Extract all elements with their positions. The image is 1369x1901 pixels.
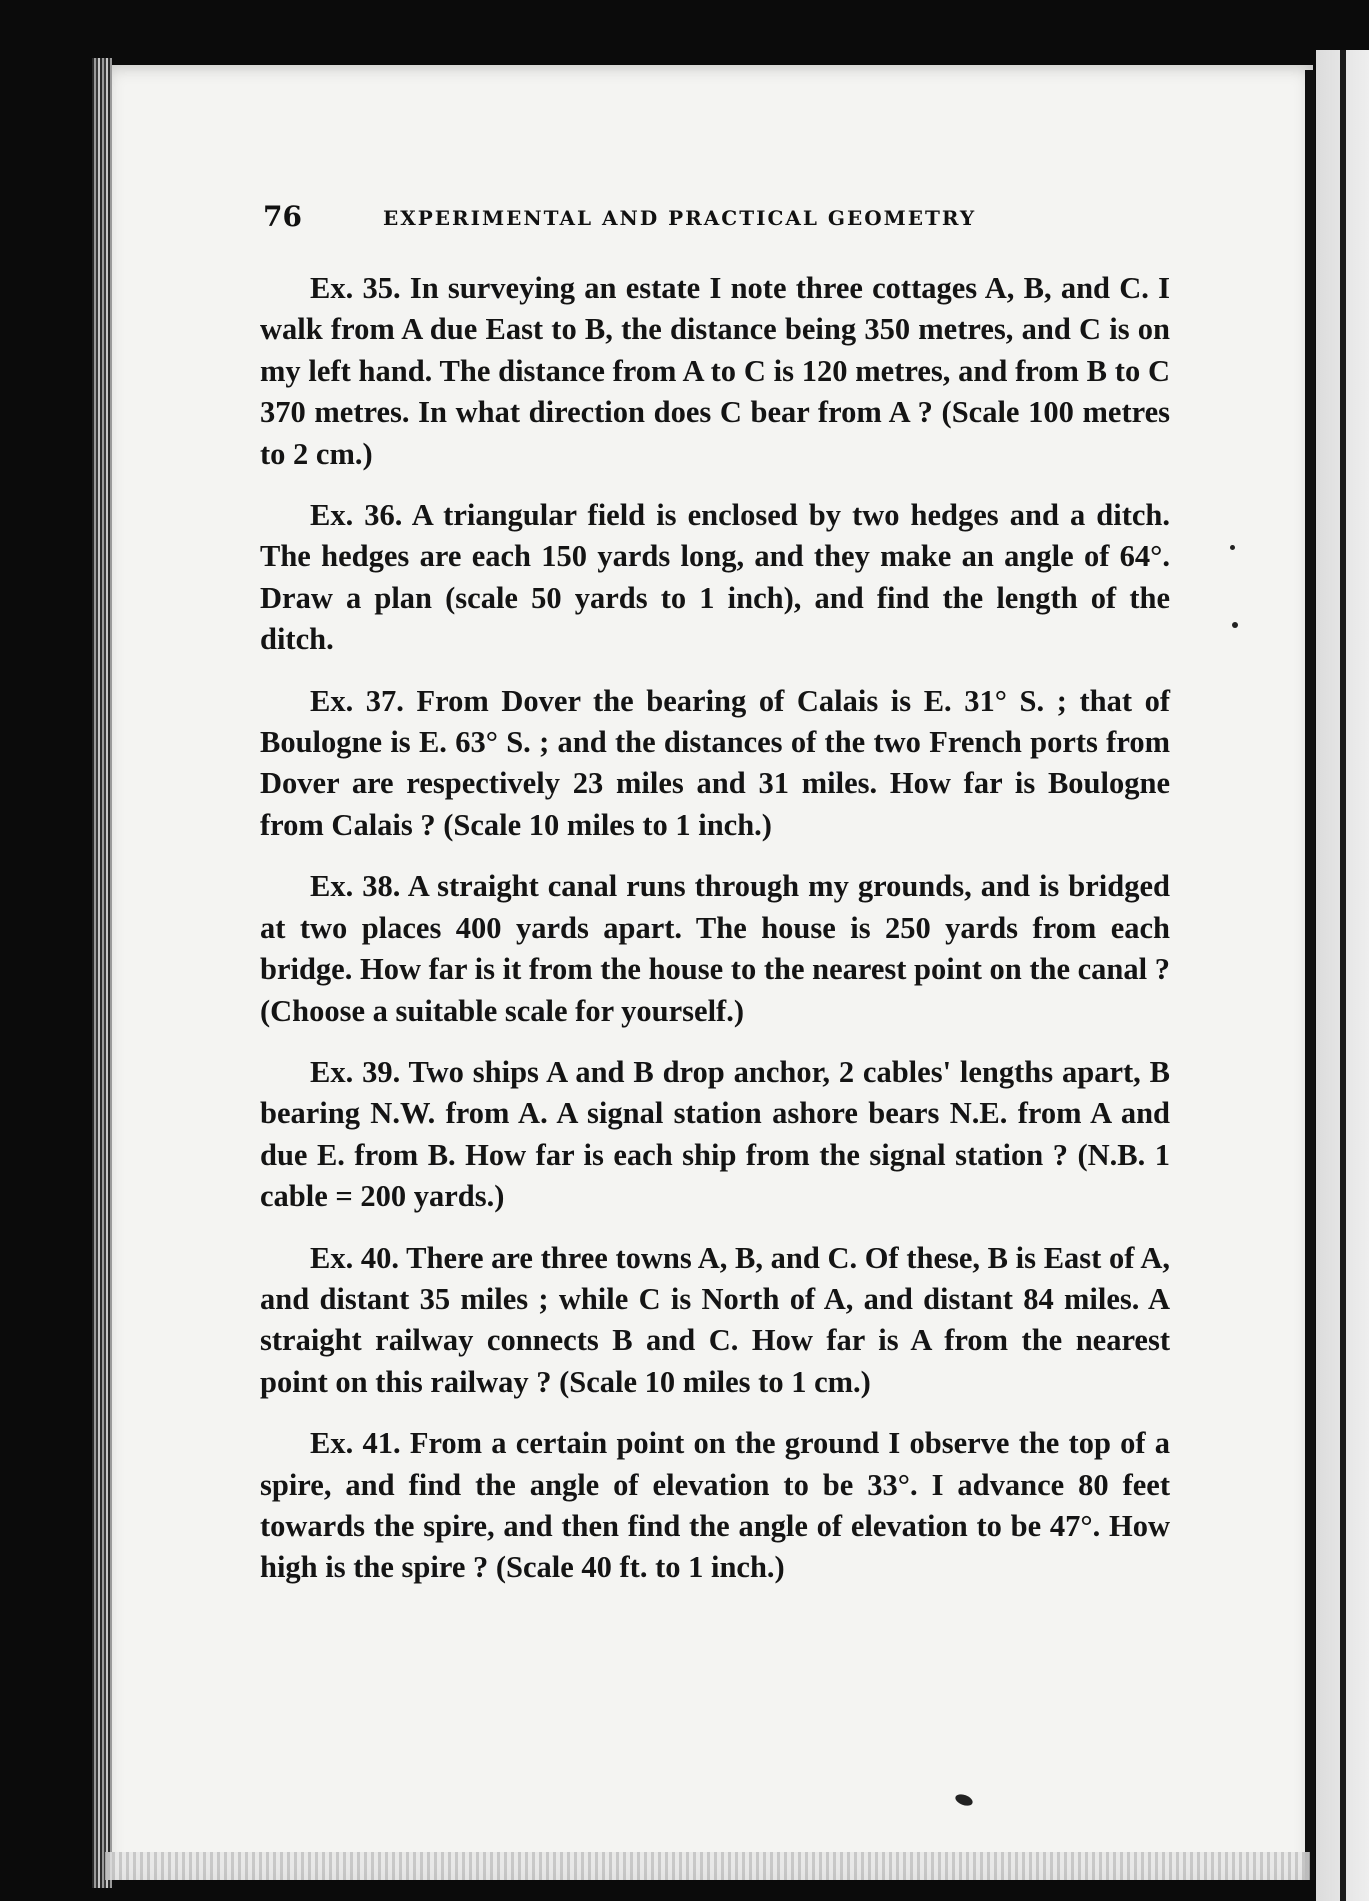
facing-page-rule xyxy=(1340,50,1346,1901)
exercise-label: Ex. 39. xyxy=(310,1054,401,1089)
exercise-38 xyxy=(260,866,1170,1032)
page-binding-edge xyxy=(92,58,112,1888)
page-bottom-edge xyxy=(105,1852,1310,1880)
exercise-37 xyxy=(260,681,1170,847)
exercise-text: A triangular field is enclosed by two hedges and a ditch. The hedges are each 150 yards long, and they make an angle of 64°. Draw a plan (scale 50 yards to 1 inch), and find the length of the ditch. xyxy=(260,498,1170,657)
exercise-label: Ex. 41. xyxy=(310,1426,401,1461)
facing-page-edge xyxy=(1316,50,1369,1901)
exercise-text: In surveying an estate I note three cottages A, B, and C. I walk from A due East to B, the distance being 350 metres, and C is on my left hand. The distance from A to C is 120 metres, and from B to C 370 metres. In what direction does C bear from A ? (Scale 100 metres to 2 cm.) xyxy=(260,271,1171,471)
ink-speck xyxy=(1230,545,1235,550)
page-right-edge xyxy=(1305,70,1315,1880)
exercise-35 xyxy=(260,268,1170,475)
exercise-label: Ex. 36. xyxy=(310,498,403,533)
running-head-title: EXPERIMENTAL AND PRACTICAL GEOMETRY xyxy=(383,206,977,230)
exercise-40 xyxy=(260,1238,1170,1404)
ink-speck xyxy=(1232,622,1238,628)
exercise-text: From a certain point on the ground I observe the top of a spire, and find the angle of elevation to be 33°. I advance 80 feet towards the spire, and then find the angle of elevation to be 47°. How high is the spire ? (Scale 40 ft. to 1 inch.) xyxy=(260,1426,1171,1585)
exercise-39 xyxy=(260,1052,1170,1218)
exercise-label: Ex. 37. xyxy=(310,683,404,718)
exercise-text: A straight canal runs through my grounds, and is bridged at two places 400 yards apart. The house is 250 yards from each bridge. How far is it from the house to the nearest point on the canal ? (Choose a suitable scale for yourself.) xyxy=(260,869,1170,1028)
exercise-label: Ex. 35. xyxy=(310,271,401,305)
exercise-36 xyxy=(260,495,1170,661)
exercise-text: Two ships A and B drop anchor, 2 cables' lengths apart, B bearing N.W. from A. A signal station ashore bears N.E. from A and due E. from B. How far is each ship from the signal station ? (N.B. 1 cable = 200 yards.) xyxy=(260,1054,1170,1214)
exercise-label: Ex. 38. xyxy=(310,869,401,904)
page-number: 76 xyxy=(263,200,302,233)
exercise-list xyxy=(260,268,1170,1609)
exercise-text: There are three towns A, B, and C. Of these, B is East of A, and distant 35 miles ; while C is North of A, and distant 84 miles. A straight railway connects B and C. How far is A from the nearest point on this railway ? (Scale 10 miles to 1 cm.) xyxy=(260,1240,1171,1399)
exercise-text: From Dover the bearing of Calais is E. 31° S. ; that of Boulogne is E. 63° S. ; and the distances of the two French ports from Dover are respectively 23 miles and 31 miles. How far is Boulogne from Calais ? (Scale 10 miles to 1 inch.) xyxy=(260,683,1171,842)
exercise-label: Ex. 40. xyxy=(310,1240,400,1275)
exercise-41 xyxy=(260,1423,1170,1589)
